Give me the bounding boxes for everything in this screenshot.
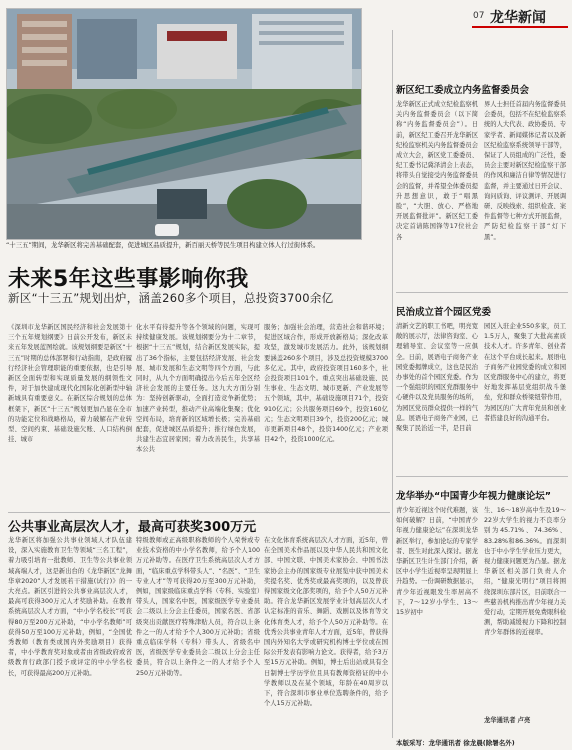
page-byline: 本版采写：龙华通讯者 徐龙晨(除署名外) (396, 739, 515, 747)
side2-col1: 清新文艺的职工书吧，明亮宽敞的展示厅，法律咨询室、心理辅导室、会议室等一应俱全。日前，展语电子商务产业园党委揭牌成立，这也是民治办事处的首个园区党委。作为一个强组织的园区党群服务中心硬件以及党员服务的场所，为园区党员群众提供一样的气息。展语电子商务产业园，已聚集了民治近一半，是目前 (396, 323, 478, 433)
side2-col2: 园区入驻企业550多家，员工1.5万人，聚集了大批高素质技术人才。许多青年、创业者在这个平台成长起来。展语电子商务产业园党委的成立和园区党群服务中心的建立，将更好地发挥基层党组织战斗堡垒，党和群众桥梁纽带作用，为园区的广大青年党员和创业者搭建良好的沟通平台。 (484, 323, 566, 422)
side3-col1: 青少年近视这个时代难题，该如何破解？日前，“中国青少年视力健康论坛”在深圳龙华新区举行，参加论坛的专家学者、医生对此深入探讨。据龙华新区卫生计生部门介绍，新区中小学生近视率呈现明显上升趋势。一份调研数据显示，青少年近视眼发生率居高不下，7～12岁小学生、13～15岁初中 (396, 507, 478, 617)
article2-title: 公共事业高层次人才，最高可获奖300万元 (8, 520, 257, 535)
article1-col3: 服务；加强社会治理，营造社会和谐环境；促进区域合作，形成开放新格局；深化改革攻坚，激发城市发展活力。此外，该规划纲要涵盖260多个项目，涉及总投资规模3700多亿元。其中，政府投资项目160多个，社会投资项目101个。重点突出基础设施、民生事业、生态文明、城市更新、产业发展等五个领域，其中，基础设施项目71个，投资910亿元；公共服务项目69个，投资160亿元；生态文明项目39个，投资200亿元；城市更新项目48个，投资1400亿元；产业项目42个，投资1000亿元。 (264, 324, 388, 444)
section-title: 龙华新闻 (490, 10, 546, 26)
side1-col2: 界人士担任首届内务监督委员会委员，包括不在纪检监察系统的人大代表、政协委员、专家学者、新闻媒体记者以及新区纪检监察系统领导干部等，保证了人员组成的广泛性，委员会主要对新区纪检监察干部的作风和廉洁自律等情况进行监督，并主要通过日开会议、询问质询、评议测评、开展调研、反映线索、组织检查、案件监督等七种方式开展监督，严防纪检监察干部“灯下黑”。 (484, 101, 566, 241)
side1-col1: 龙华新区正式成立纪检监察机关内务监督委员会（以下简称“内务监督委员会”）。日前，新区纪工委召开龙华新区纪检监察机关内务监督委员会成立大会，新区党工委委员、纪工委书记冀泽清会上表态，将带头自觉接受内务监督委员会的监督，并希望全体委员提升思想意识，敢于“唱黑脸”，“大胆、放心、严格地开展监督批评”。新区纪工委决定首请陈国锋等17位社会各 (396, 101, 478, 241)
headline: 未来5年这些事影响你我 (8, 267, 249, 292)
photo-caption: “十三五”期间，龙华新区将完善基础配套，促进城区品质提升，新百丽天桥等民生项目构建立体人行过街体系。 (6, 241, 320, 249)
side3-title: 龙华举办“中国青少年视力健康论坛” (396, 491, 551, 502)
side3-col2: 生、16～18岁高中生及19～22岁大学生的视力不良率分别为45.71%、74.36%、83.28%和86.36%。而深圳也于中小学生学业压力更大，视力健康问题更为凸显。据龙华新区相关部门负责人介绍，“健康光明行”项目将围绕深圳东部片区，目前联合一些慈善机构推出青少年视力关爱行动，定期开展免费眼科检测，帮助减缓视力下降和控制青少年群体的近视率。 (484, 507, 566, 637)
section-rule (472, 26, 568, 28)
section-divider (8, 512, 390, 513)
side3-byline: 龙华通讯者 卢亮 (484, 717, 531, 724)
article2-col1: 龙华新区将加强公共事业领域人才队伍建设，深入实施教育卫生等领域“三名工程”，着力吸引培育一批教师、卫生等公共事业领域高端人才，这是新出台的《龙华新区“龙舞华章2020”人才发展若干措施(试行)》的一大亮点。新区引进的公共事业高层次人才，最高可获得300万元人才奖励补助。在教育系统高层次人才方面，“中小学名校长”可获得80万至200万元补助，“中小学名教师”可获得50万至100万元补助，例如，“全国优秀教师（教育类或国内外奖励项目）获得者，中小学教育奖对象或者由省级政府或省级教育行政部门授予或评定的中小学名校长，可获得最高200万元补助。 (8, 537, 132, 677)
news-photo (6, 8, 362, 240)
column-divider (392, 30, 393, 738)
side-divider-1 (396, 292, 568, 293)
subheadline: 新区“十三五”规划出炉，涵盖260多个项目，总投资3700余亿 (8, 291, 334, 305)
article1-col1: 《深圳市龙华新区国民经济和社会发展第十三个五年规划纲要》日前公开发布，新区未来五年发展蓝图绘就。该规划纲要是新区“十三五”时期的总体部署和行动指南，是政府履行经济社会管理职能的重要依据，也是引导新区全面转型和实现质量发展的纲领性文件，对于加快建成现代化国际化创新型中轴新城具有重要意义。在新区综合规划的总体框架下，新区“十三五”规划更加凸显在全市的功能定位和战略格局，着力破解在产业转型、空间约束、基础设施欠账、人口结构倒挂、城市 (8, 324, 132, 444)
side2-title: 民治成立首个园区党委 (396, 307, 492, 318)
side-divider-2 (396, 476, 568, 477)
page-number: 07 (473, 11, 485, 21)
article1-col2: 化水平有待提升等各个领域的问题，实现可持续健康发展。该规划纲要分为十二章节，根据“十三五”规划，结合新区发展实际，提出了36个指标，主要包括经济发展、社会发展、城市发展和生态文明等四个方面，与此同时，从九个方面明确提出今后五年全区经济社会发展的主要任务。这九大方面分别为：坚持创新驱动，全面打造竞争新优势；加速产业转型，推动产业高端化集聚；优化空间布局，培育新的区域增长极；完善基础配套，促进城区品质提升；推行绿色发展，共建生态宜居家园；着力改善民生，共享基本公共 (136, 324, 260, 454)
article2-col2: 特级教师或正高级职称教师的个人荣誉或专业技术资格的中小学名教师，给予个人100万元补助等。在医疗卫生系统高层次人才方面，“临床重点学科带头人”、“名医”、“卫生专业人才”等可获得20万至300万元补助，例如，国家级临床重点学科（专科、实验室）带头人，国家名中医，国家级医学专业委员会二级以上分会主任委员，国家名医、省部级突出贡献医疗特殊津贴人员，符合以上条件之一的人才给予个人300万元补助；省级重点临床学科（专科）带头人、省级名中医，省级医学专业委员会二级以上分会主任委员，符合以上条件之一的人才给予个人250万元补助等。 (136, 537, 260, 677)
article2-col3: 在文化体育系统高层次人才方面，近5年，曾在全国美术作品展以及中华人民共和国文化部、中国文联、中国美术家协会、中国书法家协会主办的国家级专业展览中获中国美术奖提名奖、优秀奖或最高奖项的，以及曾获得国家级文化部奖项的，给予个人50万元补助。符合龙华新区发展学业计划高层次人才认定标准的音乐、舞蹈、戏剧以及体育等文化体育类人才，给予个人50万元补助等。在优秀公共事业青年人才方面，近5年，曾获得国内外知名大学或研究机构博士学位或在国际公开发表有影响力论文。获得者，给予3万至15万元补助。例如，博士后出站或具有全日制博士学历学位且具有教师资格证的中小学教师以及在某个领域，年龄在40周岁以下，符合深圳市事业单位选聘条件的，给予个人15万元补助。 (264, 537, 388, 708)
side1-title: 新区纪工委成立内务监督委员会 (396, 85, 530, 96)
